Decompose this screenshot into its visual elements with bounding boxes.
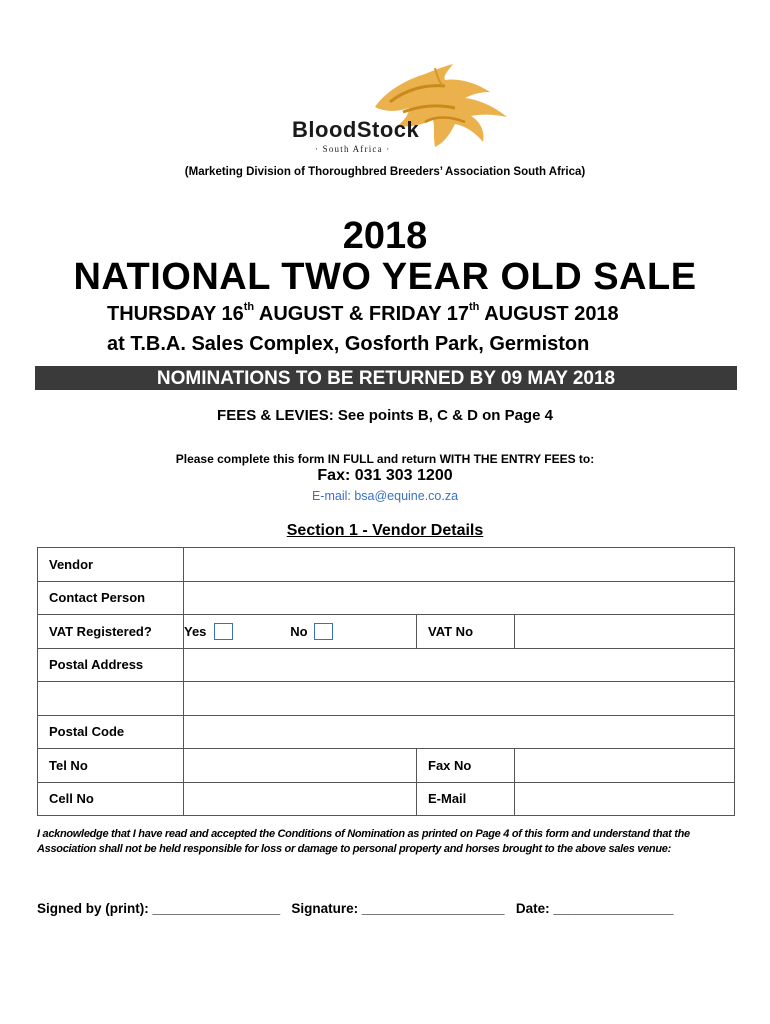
postal-address-blank (38, 682, 184, 716)
sale-title: NATIONAL TWO YEAR OLD SALE (73, 256, 697, 298)
date-field[interactable]: Date: ________________ (515, 901, 674, 916)
sale-dates (107, 303, 619, 326)
no-label: No (290, 623, 308, 639)
vat-registered-options (184, 615, 417, 649)
section-title: Section 1 - Vendor Details (286, 522, 484, 539)
fax-field[interactable] (515, 749, 735, 783)
cell-field[interactable] (184, 782, 417, 816)
yes-checkbox[interactable] (214, 623, 233, 640)
fees-note: FEES & LEVIES: See points B, C & D on Page 4 (217, 407, 553, 424)
postal-code-label: Postal Code (38, 715, 184, 749)
dates-sup-1: th (243, 301, 255, 313)
logo-brand: BloodStock (292, 117, 420, 142)
table-row (38, 548, 735, 582)
postal-address-line-2[interactable] (184, 682, 735, 716)
contact-person-field[interactable] (184, 581, 735, 615)
tel-field[interactable] (184, 749, 417, 783)
vendor-field[interactable] (184, 548, 735, 582)
contact-person-label: Contact Person (38, 581, 184, 615)
vat-no-field[interactable] (515, 615, 735, 649)
dates-part-2: AUGUST & FRIDAY 17 (254, 303, 469, 325)
table-row (38, 682, 735, 716)
acknowledgement: I acknowledge that I have read and accepted the Conditions of Nomination as printed on Page 4 of this form and understand that the Association shall not be held responsible for loss or damage to personal property and horses brought to the above sales venue: (37, 828, 690, 855)
postal-address-field[interactable] (184, 648, 735, 682)
dates-part-1: THURSDAY 16 (107, 303, 244, 325)
sale-year: 2018 (342, 215, 428, 257)
signature-field[interactable]: Signature: ___________________ (291, 901, 505, 916)
table-row (38, 648, 735, 682)
vat-no-label: VAT No (417, 615, 515, 649)
logo-subtitle: · South Africa · (315, 144, 391, 154)
yes-label: Yes (184, 623, 207, 639)
table-row (38, 615, 735, 649)
table-row (38, 749, 735, 783)
vendor-details-table (37, 547, 735, 816)
table-row (38, 782, 735, 816)
no-checkbox[interactable] (314, 623, 333, 640)
table-row (38, 581, 735, 615)
email-field[interactable] (515, 782, 735, 816)
email-label: E-Mail (417, 782, 515, 816)
dates-part-3: AUGUST 2018 (479, 303, 619, 325)
vendor-label: Vendor (38, 548, 184, 582)
bloodstock-logo (285, 62, 515, 157)
sale-venue: at T.B.A. Sales Complex, Gosforth Park, Germiston (107, 333, 590, 355)
fax-number: Fax: 031 303 1200 (317, 467, 453, 484)
tel-label: Tel No (38, 749, 184, 783)
table-row (38, 715, 735, 749)
dates-sup-2: th (468, 301, 480, 313)
postal-code-field[interactable] (184, 715, 735, 749)
fax-label: Fax No (417, 749, 515, 783)
cell-label: Cell No (38, 782, 184, 816)
instructions: Please complete this form IN FULL and return WITH THE ENTRY FEES to: (175, 452, 595, 466)
marketing-division: (Marketing Division of Thoroughbred Breeders’ Association South Africa) (184, 166, 586, 178)
postal-address-label: Postal Address (38, 648, 184, 682)
nominations-banner: NOMINATIONS TO BE RETURNED BY 09 MAY 2018 (35, 366, 737, 390)
email-link[interactable]: E-mail: bsa@equine.co.za (311, 489, 459, 503)
vat-registered-label: VAT Registered? (38, 615, 184, 649)
signature-line (37, 901, 673, 916)
signed-by-field[interactable]: Signed by (print): _________________ (37, 901, 281, 916)
